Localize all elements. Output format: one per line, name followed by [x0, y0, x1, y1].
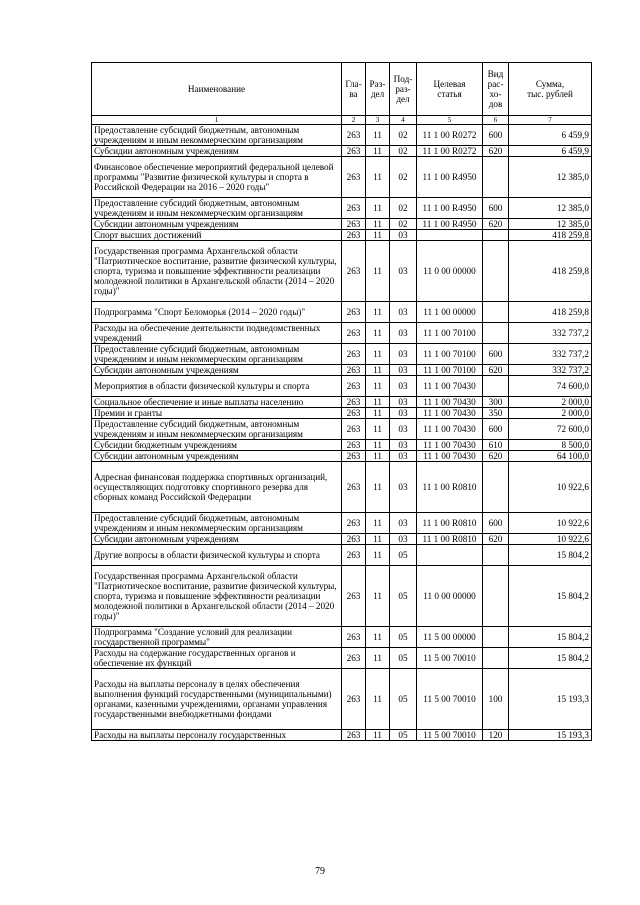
row-razdel: 11 [366, 419, 390, 440]
header-row [92, 63, 592, 116]
row-target: 11 1 00 70430 [417, 397, 483, 408]
row-name: Субсидии автономным учреждениям [92, 219, 342, 230]
header-name: Наименование [92, 63, 342, 116]
row-sum: 332 737,2 [509, 365, 592, 376]
table-row [92, 408, 592, 419]
row-name: Другие вопросы в области физической культуры и спорта [92, 545, 342, 566]
row-razdel: 11 [366, 219, 390, 230]
row-vid [483, 627, 509, 648]
table-row [92, 365, 592, 376]
row-glava: 263 [342, 230, 366, 241]
row-glava: 263 [342, 545, 366, 566]
header-glava [342, 63, 366, 116]
row-sum: 64 100,0 [509, 451, 592, 462]
table-row [92, 323, 592, 344]
row-glava: 263 [342, 730, 366, 741]
row-vid: 300 [483, 397, 509, 408]
row-vid: 600 [483, 198, 509, 219]
table-row [92, 513, 592, 534]
row-sum: 2 000,0 [509, 408, 592, 419]
row-sum: 12 385,0 [509, 198, 592, 219]
col-number: 3 [366, 116, 390, 125]
row-podrazdel: 03 [390, 230, 417, 241]
row-name: Предоставление субсидий бюджетным, автономным учреждениям и иным некоммерческим организациям [92, 125, 342, 146]
row-razdel: 11 [366, 323, 390, 344]
header-glava-text: Гла- ва [345, 79, 362, 99]
row-podrazdel: 05 [390, 545, 417, 566]
row-vid: 350 [483, 408, 509, 419]
row-glava: 263 [342, 534, 366, 545]
row-name: Расходы на выплаты персоналу государственных [92, 730, 342, 741]
row-name: Финансовое обеспечение мероприятий федеральной целевой программы "Развитие физической культуры и спорта в Российской Федерации на 2016 – 2020 годы" [92, 157, 342, 198]
row-glava: 263 [342, 241, 366, 302]
header-podrazdel-text: Под- раз- дел [393, 74, 413, 104]
table-row [92, 302, 592, 323]
row-target: 11 1 00 R0810 [417, 534, 483, 545]
row-glava: 263 [342, 408, 366, 419]
row-glava: 263 [342, 198, 366, 219]
row-podrazdel: 03 [390, 302, 417, 323]
row-glava: 263 [342, 125, 366, 146]
row-vid: 600 [483, 513, 509, 534]
row-razdel: 11 [366, 125, 390, 146]
row-name: Субсидии автономным учреждениям [92, 534, 342, 545]
table-row [92, 566, 592, 627]
row-vid [483, 241, 509, 302]
budget-table [91, 62, 592, 741]
row-vid [483, 566, 509, 627]
header-target [417, 63, 483, 116]
row-vid [483, 157, 509, 198]
row-sum: 72 600,0 [509, 419, 592, 440]
row-razdel: 11 [366, 534, 390, 545]
row-sum: 8 500,0 [509, 440, 592, 451]
row-sum: 15 804,2 [509, 545, 592, 566]
row-glava: 263 [342, 365, 366, 376]
row-podrazdel: 03 [390, 241, 417, 302]
row-sum: 6 459,9 [509, 125, 592, 146]
row-target: 11 1 00 R4950 [417, 157, 483, 198]
row-podrazdel: 03 [390, 534, 417, 545]
row-name: Подпрограмма "Создание условий для реализации государственной программы" [92, 627, 342, 648]
row-podrazdel: 03 [390, 451, 417, 462]
row-vid [483, 376, 509, 397]
table-row [92, 545, 592, 566]
table-row [92, 648, 592, 669]
table-row [92, 419, 592, 440]
row-vid [483, 462, 509, 513]
row-razdel: 11 [366, 198, 390, 219]
row-razdel: 11 [366, 302, 390, 323]
row-vid [483, 230, 509, 241]
row-podrazdel: 03 [390, 440, 417, 451]
row-name: Субсидии автономным учреждениям [92, 146, 342, 157]
row-glava: 263 [342, 440, 366, 451]
row-razdel: 11 [366, 627, 390, 648]
col-number: 1 [92, 116, 342, 125]
header-razdel-text: Раз- дел [369, 79, 386, 99]
row-name: Субсидии автономным учреждениям [92, 451, 342, 462]
row-vid: 620 [483, 534, 509, 545]
row-sum: 2 000,0 [509, 397, 592, 408]
row-glava: 263 [342, 566, 366, 627]
col-number: 4 [390, 116, 417, 125]
row-podrazdel: 02 [390, 146, 417, 157]
table-row [92, 669, 592, 730]
row-target: 11 1 00 R0272 [417, 146, 483, 157]
row-razdel: 11 [366, 648, 390, 669]
row-name: Государственная программа Архангельской области "Патриотическое воспитание, развитие физической культуры, спорта, туризма и повышение эффективности реализации молодежной политики в Архангельской области (2014 – 2020 годы)" [92, 241, 342, 302]
table-row [92, 344, 592, 365]
row-target: 11 1 00 00000 [417, 302, 483, 323]
header-vid [483, 63, 509, 116]
row-target: 11 1 00 70100 [417, 365, 483, 376]
table-row [92, 219, 592, 230]
row-razdel: 11 [366, 440, 390, 451]
table-row [92, 627, 592, 648]
row-sum: 332 737,2 [509, 323, 592, 344]
row-name: Адресная финансовая поддержка спортивных организаций, осуществляющих подготовку спортивного резерва для сборных команд Российской Федерации [92, 462, 342, 513]
row-name: Социальное обеспечение и иные выплаты населению [92, 397, 342, 408]
row-target: 11 1 00 70430 [417, 440, 483, 451]
header-sum-text: Сумма, тыс. рублей [527, 79, 573, 99]
row-razdel: 11 [366, 397, 390, 408]
row-podrazdel: 05 [390, 566, 417, 627]
table-row [92, 146, 592, 157]
row-vid [483, 545, 509, 566]
row-podrazdel: 03 [390, 397, 417, 408]
row-target: 11 1 00 70430 [417, 419, 483, 440]
row-sum: 418 259,8 [509, 302, 592, 323]
header-razdel [366, 63, 390, 116]
row-sum: 10 922,6 [509, 534, 592, 545]
row-glava: 263 [342, 323, 366, 344]
row-vid: 100 [483, 669, 509, 730]
row-name: Мероприятия в области физической культуры и спорта [92, 376, 342, 397]
row-razdel: 11 [366, 146, 390, 157]
row-glava: 263 [342, 451, 366, 462]
row-podrazdel: 03 [390, 376, 417, 397]
row-razdel: 11 [366, 513, 390, 534]
row-vid [483, 648, 509, 669]
row-sum: 15 193,3 [509, 669, 592, 730]
col-number: 5 [417, 116, 483, 125]
row-target: 11 1 00 R4950 [417, 198, 483, 219]
table-row [92, 125, 592, 146]
table-row [92, 534, 592, 545]
row-podrazdel: 03 [390, 344, 417, 365]
col-number: 7 [509, 116, 592, 125]
row-vid: 620 [483, 365, 509, 376]
row-glava: 263 [342, 419, 366, 440]
row-podrazdel: 02 [390, 198, 417, 219]
table-row [92, 157, 592, 198]
row-podrazdel: 03 [390, 513, 417, 534]
col-number: 6 [483, 116, 509, 125]
row-target: 11 1 00 70100 [417, 323, 483, 344]
row-name: Подпрограмма "Спорт Беломорья (2014 – 2020 годы)" [92, 302, 342, 323]
row-podrazdel: 05 [390, 730, 417, 741]
row-podrazdel: 02 [390, 157, 417, 198]
row-razdel: 11 [366, 669, 390, 730]
page-number: 79 [315, 866, 325, 877]
row-razdel: 11 [366, 157, 390, 198]
row-podrazdel: 05 [390, 669, 417, 730]
row-target [417, 545, 483, 566]
row-glava: 263 [342, 219, 366, 230]
row-sum: 12 385,0 [509, 219, 592, 230]
col-number: 2 [342, 116, 366, 125]
row-name: Расходы на обеспечение деятельности подведомственных учреждений [92, 323, 342, 344]
row-name: Спорт высших достижений [92, 230, 342, 241]
row-sum: 12 385,0 [509, 157, 592, 198]
row-razdel: 11 [366, 376, 390, 397]
row-target: 11 5 00 70010 [417, 669, 483, 730]
row-glava: 263 [342, 648, 366, 669]
table-row [92, 730, 592, 741]
row-glava: 263 [342, 397, 366, 408]
column-number-row [92, 116, 592, 125]
row-vid: 620 [483, 146, 509, 157]
row-target: 11 1 00 R0272 [417, 125, 483, 146]
row-target: 11 5 00 00000 [417, 627, 483, 648]
row-target: 11 5 00 70010 [417, 648, 483, 669]
row-glava: 263 [342, 302, 366, 323]
row-name: Субсидии бюджетным учреждениям [92, 440, 342, 451]
row-razdel: 11 [366, 344, 390, 365]
row-sum: 10 922,6 [509, 462, 592, 513]
row-sum: 15 804,2 [509, 566, 592, 627]
header-vid-text: Вид рас- хо- дов [487, 69, 504, 109]
table-row [92, 440, 592, 451]
row-podrazdel: 05 [390, 648, 417, 669]
row-name: Государственная программа Архангельской области "Патриотическое воспитание, развитие физической культуры, спорта, туризма и повышение эффективности реализации молодежной политики в Архангельской области (2014 – 2020 годы)" [92, 566, 342, 627]
table-row [92, 376, 592, 397]
row-name: Предоставление субсидий бюджетным, автономным учреждениям и иным некоммерческим организациям [92, 513, 342, 534]
row-name: Расходы на выплаты персоналу в целях обеспечения выполнения функций государственными (муниципальными) органами, казенными учреждениями, органами управления государственными внебюджетными фондами [92, 669, 342, 730]
table-row [92, 451, 592, 462]
row-target: 11 0 00 00000 [417, 241, 483, 302]
row-podrazdel: 02 [390, 219, 417, 230]
row-sum: 15 804,2 [509, 648, 592, 669]
row-razdel: 11 [366, 241, 390, 302]
row-target: 11 1 00 R4950 [417, 219, 483, 230]
row-glava: 263 [342, 627, 366, 648]
row-target: 11 1 00 70430 [417, 376, 483, 397]
row-razdel: 11 [366, 365, 390, 376]
row-sum: 15 193,3 [509, 730, 592, 741]
row-podrazdel: 03 [390, 419, 417, 440]
row-name: Предоставление субсидий бюджетным, автономным учреждениям и иным некоммерческим организациям [92, 344, 342, 365]
row-name: Субсидии автономным учреждениям [92, 365, 342, 376]
header-target-text: Целевая статья [433, 79, 466, 99]
row-vid: 600 [483, 344, 509, 365]
table-row [92, 198, 592, 219]
row-razdel: 11 [366, 462, 390, 513]
row-glava: 263 [342, 669, 366, 730]
row-target: 11 1 00 70430 [417, 451, 483, 462]
row-vid: 620 [483, 451, 509, 462]
row-target: 11 1 00 70100 [417, 344, 483, 365]
row-podrazdel: 03 [390, 462, 417, 513]
row-podrazdel: 02 [390, 125, 417, 146]
table-row [92, 462, 592, 513]
table-row [92, 241, 592, 302]
row-razdel: 11 [366, 566, 390, 627]
row-target: 11 5 00 70010 [417, 730, 483, 741]
row-target: 11 1 00 R0810 [417, 513, 483, 534]
row-sum: 418 259,8 [509, 230, 592, 241]
row-glava: 263 [342, 462, 366, 513]
row-glava: 263 [342, 513, 366, 534]
header-sum [509, 63, 592, 116]
table-row [92, 397, 592, 408]
row-target: 11 1 00 R0810 [417, 462, 483, 513]
row-name: Расходы на содержание государственных органов и обеспечение их функций [92, 648, 342, 669]
row-target: 11 0 00 00000 [417, 566, 483, 627]
table-row [92, 230, 592, 241]
row-vid: 120 [483, 730, 509, 741]
row-vid: 600 [483, 125, 509, 146]
row-name: Премии и гранты [92, 408, 342, 419]
row-razdel: 11 [366, 451, 390, 462]
row-sum: 10 922,6 [509, 513, 592, 534]
row-vid: 600 [483, 419, 509, 440]
row-glava: 263 [342, 157, 366, 198]
row-vid [483, 302, 509, 323]
row-podrazdel: 03 [390, 408, 417, 419]
row-razdel: 11 [366, 230, 390, 241]
row-glava: 263 [342, 146, 366, 157]
row-razdel: 11 [366, 408, 390, 419]
row-target [417, 230, 483, 241]
row-glava: 263 [342, 376, 366, 397]
row-glava: 263 [342, 344, 366, 365]
row-sum: 418 259,8 [509, 241, 592, 302]
row-sum: 74 600,0 [509, 376, 592, 397]
row-vid: 610 [483, 440, 509, 451]
row-name: Предоставление субсидий бюджетным, автономным учреждениям и иным некоммерческим организациям [92, 198, 342, 219]
header-podrazdel [390, 63, 417, 116]
row-podrazdel: 05 [390, 627, 417, 648]
row-podrazdel: 03 [390, 365, 417, 376]
row-sum: 332 737,2 [509, 344, 592, 365]
row-name: Предоставление субсидий бюджетным, автономным учреждениям и иным некоммерческим организациям [92, 419, 342, 440]
row-sum: 6 459,9 [509, 146, 592, 157]
row-vid: 620 [483, 219, 509, 230]
row-vid [483, 323, 509, 344]
row-target: 11 1 00 70430 [417, 408, 483, 419]
row-razdel: 11 [366, 545, 390, 566]
row-sum: 15 804,2 [509, 627, 592, 648]
row-razdel: 11 [366, 730, 390, 741]
row-podrazdel: 03 [390, 323, 417, 344]
